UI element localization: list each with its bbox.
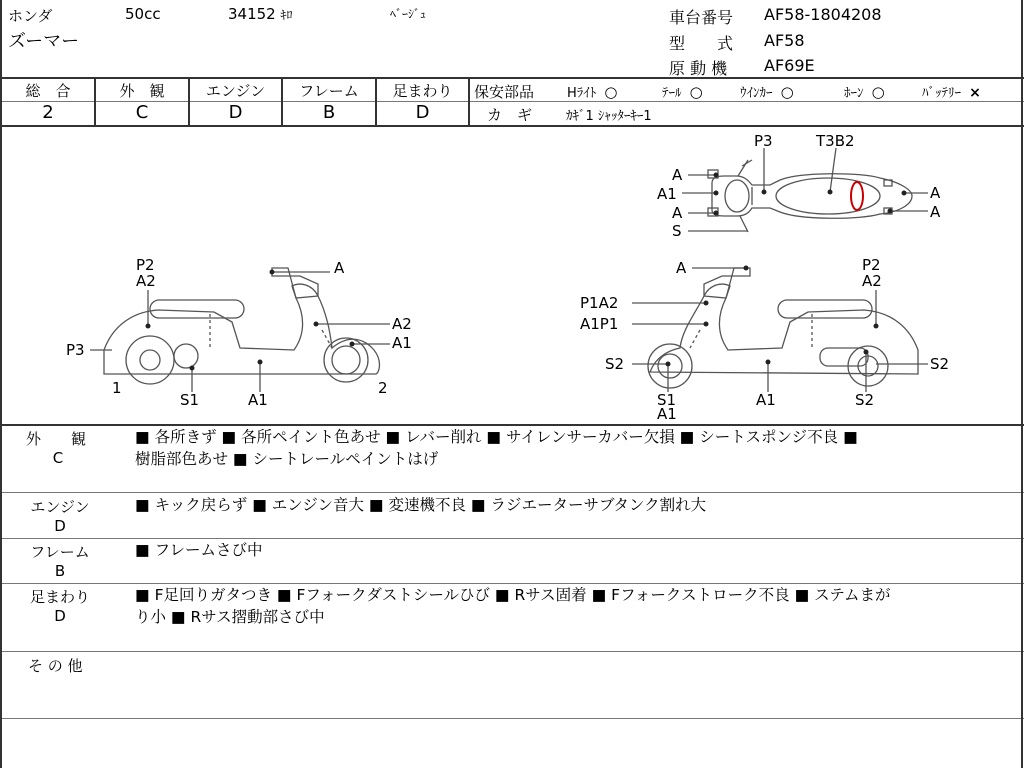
divider-other bbox=[0, 718, 1024, 719]
scooter-diagram bbox=[0, 126, 1020, 423]
safety-item-headlight: Hﾗｲﾄ ○ bbox=[567, 83, 618, 101]
label-right-s1: S1 bbox=[657, 391, 677, 409]
rating-suspension-value: D bbox=[415, 102, 430, 123]
rating-engine-label: エンジン bbox=[205, 82, 266, 100]
mileage bbox=[228, 5, 293, 23]
rating-total-value: 2 bbox=[42, 102, 54, 123]
safety-label: 保安部品 bbox=[474, 83, 535, 101]
label-right-a1-under: A1 bbox=[657, 405, 677, 423]
note-frame-grade: B bbox=[54, 562, 66, 580]
note-engine-label: エンジン bbox=[30, 498, 90, 516]
label-left-a1: A1 bbox=[392, 334, 412, 352]
type-label: 型 式 bbox=[669, 34, 734, 53]
note-engine-line1: ■ キック戻らず ■ エンジン音大 ■ 変速機不良 ■ ラジエーターサブタンク割れ大 bbox=[135, 496, 707, 514]
label-top-a1: A1 bbox=[657, 185, 677, 203]
label-top-t3b2: T3B2 bbox=[816, 132, 855, 150]
note-frame-line1: ■ フレームさび中 bbox=[135, 541, 263, 559]
frame-no: AF58-1804208 bbox=[764, 5, 882, 24]
displacement: 50cc bbox=[125, 5, 161, 23]
frame-no-label: 車台番号 bbox=[669, 8, 734, 27]
divider-header bbox=[0, 77, 1024, 79]
safety-item-winker: ｳｲﾝｶｰ ○ bbox=[740, 83, 794, 101]
label-left-s1: S1 bbox=[180, 391, 200, 409]
label-right-s2-left: S2 bbox=[605, 355, 625, 373]
label-right-s2-right: S2 bbox=[930, 355, 950, 373]
note-suspension-line2: り小 ■ Rサス摺動部さび中 bbox=[135, 608, 325, 626]
label-left-p2: P2 bbox=[136, 256, 155, 274]
mileage-value: 34152 bbox=[228, 5, 276, 23]
note-exterior-label: 外 観 bbox=[25, 430, 86, 448]
rating-total-label: 総 合 bbox=[25, 82, 71, 100]
label-right-s2-bottom: S2 bbox=[855, 391, 875, 409]
top-view-drawing bbox=[708, 160, 912, 232]
note-suspension-label: 足まわり bbox=[29, 588, 90, 606]
key-label: カ ギ bbox=[487, 106, 533, 124]
label-left-a2: A2 bbox=[392, 315, 412, 333]
label-right-a: A bbox=[676, 259, 687, 277]
rating-frame-label: フレーム bbox=[299, 82, 359, 100]
body-color: ﾍﾞｰｼﾞｭ bbox=[390, 7, 427, 21]
label-top-a-4: A bbox=[930, 203, 941, 221]
note-suspension-grade: D bbox=[54, 607, 66, 625]
note-suspension-line1: ■ F足回りガタつき ■ Fフォークダストシールひび ■ Rサス固着 ■ Fフォークストローク不良 ■ ステムまが bbox=[135, 586, 891, 604]
divider-suspension bbox=[0, 651, 1024, 652]
safety-item-horn: ﾎｰﾝ ○ bbox=[844, 83, 885, 101]
label-left-2: 2 bbox=[378, 379, 388, 397]
label-right-p2: P2 bbox=[862, 256, 881, 274]
divider-exterior bbox=[0, 492, 1024, 493]
divider-col5 bbox=[468, 77, 470, 125]
label-left-1: 1 bbox=[112, 379, 122, 397]
note-engine-grade: D bbox=[54, 517, 66, 535]
safety-item-battery: ﾊﾞｯﾃﾘｰ × bbox=[922, 85, 981, 101]
note-frame-label: フレーム bbox=[30, 543, 90, 561]
rating-frame-value: B bbox=[322, 102, 336, 123]
model-name: ズーマー bbox=[8, 31, 80, 52]
border-right bbox=[1021, 0, 1023, 768]
engine-value: AF69E bbox=[764, 56, 815, 75]
label-top-a-1: A bbox=[672, 166, 683, 184]
label-right-a1p1: A1P1 bbox=[580, 315, 619, 333]
label-left-a: A bbox=[334, 259, 345, 277]
label-left-p3: P3 bbox=[66, 341, 85, 359]
label-left-a2-top: A2 bbox=[136, 272, 156, 290]
label-top-s: S bbox=[672, 222, 682, 240]
label-left-a1-bottom: A1 bbox=[248, 391, 268, 409]
rating-engine-value: D bbox=[228, 102, 243, 123]
label-top-a-3: A bbox=[930, 184, 941, 202]
rating-suspension-label: 足まわり bbox=[392, 82, 453, 100]
label-top-a-2: A bbox=[672, 204, 683, 222]
label-right-p1a2: P1A2 bbox=[580, 294, 619, 312]
divider-safety-mid bbox=[468, 101, 1024, 102]
note-other-label: そ の 他 bbox=[28, 657, 83, 675]
engine-label: 原 動 機 bbox=[669, 59, 728, 78]
maker: ホンダ bbox=[8, 7, 53, 25]
label-top-p3: P3 bbox=[754, 132, 773, 150]
note-exterior-line1: ■ 各所きず ■ 各所ペイント色あせ ■ レバー削れ ■ サイレンサーカバー欠損 ■ シートスポンジ不良 ■ bbox=[135, 428, 858, 446]
rating-exterior-value: C bbox=[135, 102, 149, 123]
mileage-unit: ｷﾛ bbox=[280, 8, 293, 22]
type-value: AF58 bbox=[764, 31, 805, 50]
label-right-a2: A2 bbox=[862, 272, 882, 290]
label-right-a1: A1 bbox=[756, 391, 776, 409]
note-exterior-grade: C bbox=[52, 449, 64, 467]
key-value: ｶｷﾞ1 ｼｬｯﾀｰｷｰ1 bbox=[566, 109, 652, 124]
safety-item-tail: ﾃｰﾙ ○ bbox=[662, 83, 703, 101]
rating-exterior-label: 外 観 bbox=[119, 82, 165, 100]
note-exterior-line2: 樹脂部色あせ ■ シートレールペイントはげ bbox=[135, 450, 439, 468]
